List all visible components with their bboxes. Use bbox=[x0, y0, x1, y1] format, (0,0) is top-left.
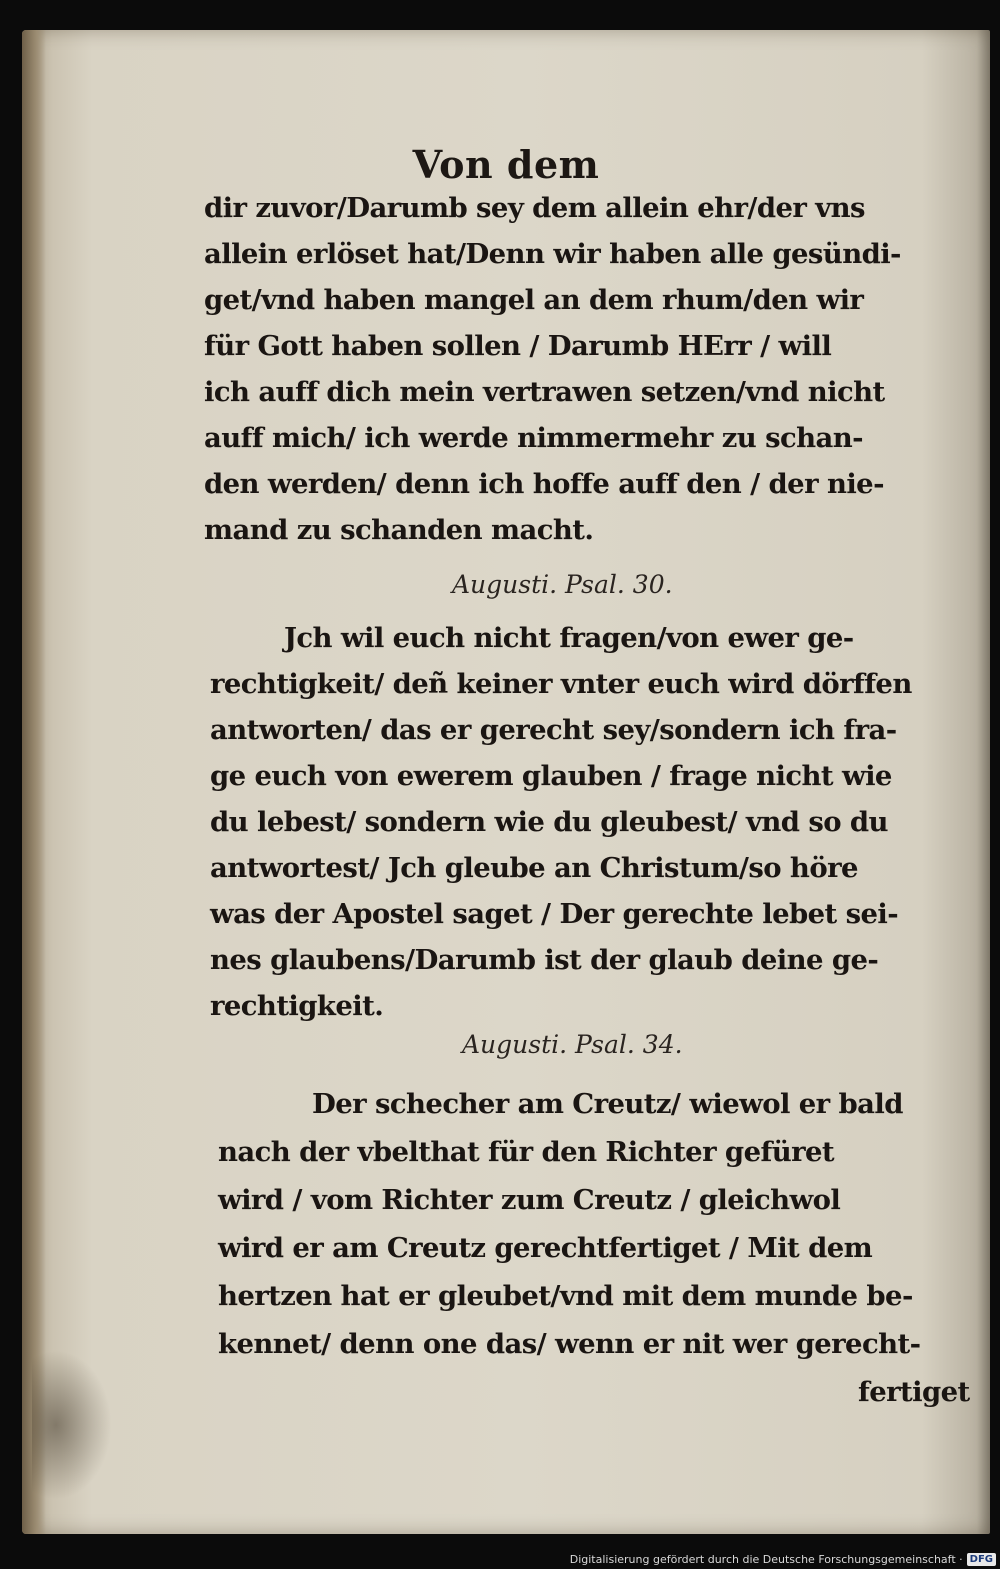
text-line: dir zuvor/Darumb sey dem allein ehr/der vns bbox=[204, 192, 865, 224]
text-line: get/vnd haben mangel an dem rhum/den wir bbox=[204, 284, 864, 316]
text-line: den werden/ denn ich hoffe auff den / der nie- bbox=[204, 468, 884, 500]
text-line: wird / vom Richter zum Creutz / gleichwol bbox=[218, 1184, 841, 1216]
page-binding-edge bbox=[22, 30, 46, 1534]
text-line: rechtigkeit/ deñ keiner vnter euch wird dörffen bbox=[210, 668, 912, 700]
text-line: mand zu schanden macht. bbox=[204, 514, 594, 546]
catchword: fertiget bbox=[858, 1376, 970, 1408]
text-line: hertzen hat er gleubet/vnd mit dem munde be- bbox=[218, 1280, 913, 1312]
text-line: ich auff dich mein vertrawen setzen/vnd nicht bbox=[204, 376, 885, 408]
digitization-footer bbox=[570, 1553, 996, 1566]
citation-heading: Augusti. Psal. 34. bbox=[462, 1030, 683, 1059]
text-line: für Gott haben sollen / Darumb HErr / will bbox=[204, 330, 832, 362]
text-line: allein erlöset hat/Denn wir haben alle gesündi- bbox=[204, 238, 901, 270]
text-line: nach der vbelthat für den Richter gefüret bbox=[218, 1136, 834, 1168]
footer-credit: Digitalisierung gefördert durch die Deutsche Forschungsgemeinschaft · bbox=[569, 1553, 963, 1566]
text-line: du lebest/ sondern wie du gleubest/ vnd so du bbox=[210, 806, 888, 838]
running-head: Von dem bbox=[412, 142, 600, 187]
text-line: was der Apostel saget / Der gerechte lebet sei- bbox=[210, 898, 899, 930]
text-line: nes glaubens/Darumb ist der glaub deine ge- bbox=[210, 944, 879, 976]
book-page bbox=[22, 30, 990, 1534]
dfg-logo-icon: DFG bbox=[967, 1553, 996, 1566]
citation-heading: Augusti. Psal. 30. bbox=[452, 570, 673, 599]
text-line: Jch wil euch nicht fragen/von ewer ge- bbox=[284, 622, 854, 654]
text-line: antworten/ das er gerecht sey/sondern ich fra- bbox=[210, 714, 897, 746]
text-line: Der schecher am Creutz/ wiewol er bald bbox=[312, 1088, 903, 1120]
text-line: rechtigkeit. bbox=[210, 990, 384, 1022]
text-line: wird er am Creutz gerechtfertiget / Mit dem bbox=[218, 1232, 873, 1264]
text-line: ge euch von ewerem glauben / frage nicht wie bbox=[210, 760, 892, 792]
text-line: antwortest/ Jch gleube an Christum/so höre bbox=[210, 852, 858, 884]
text-line: auff mich/ ich werde nimmermehr zu schan- bbox=[204, 422, 863, 454]
text-line: kennet/ denn one das/ wenn er nit wer gerecht- bbox=[218, 1328, 921, 1360]
paper-stain bbox=[32, 1350, 112, 1500]
